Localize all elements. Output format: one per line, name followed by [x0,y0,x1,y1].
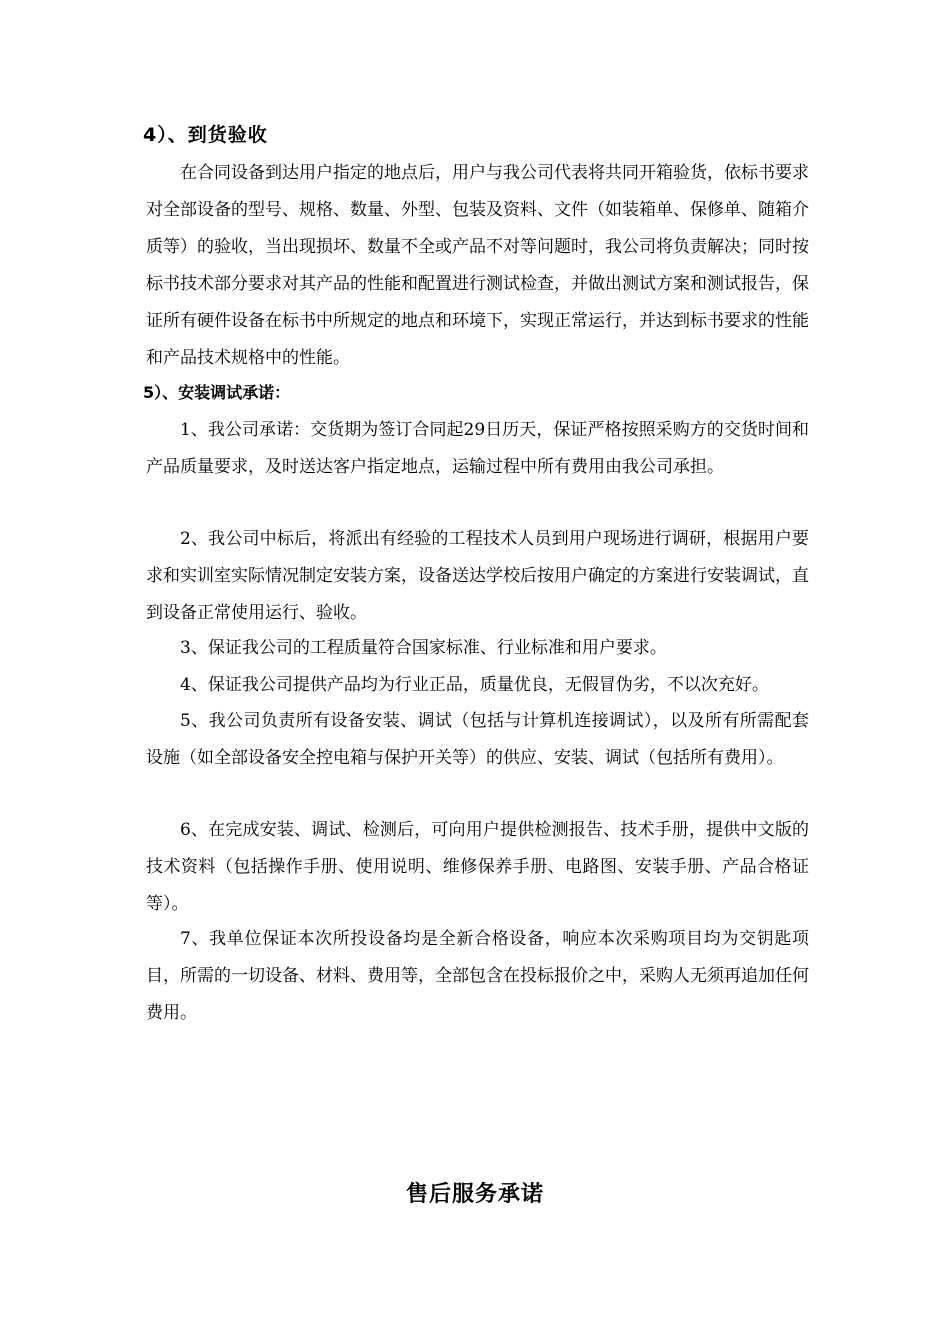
section-5-heading: 5）、安装调试承诺： [143,383,291,402]
commitment-item-7: 7、我单位保证本次所投设备均是全新合格设备，响应本次采购项目均为交钥匙项目，所需的一切设备、材料、费用等，全部包含在投标报价之中，采购人无须再追加任何费用。 [146,929,809,1023]
commitment-item-4: 4、保证我公司提供产品均为行业正品，质量优良，无假冒伪劣，不以次充好。 [180,675,769,695]
commitment-item-6: 6、在完成安装、调试、检测后，可向用户提供检测报告、技术手册，提供中文版的技术资料（包括操作手册、使用说明、维修保养手册、电路图、安装手册、产品合格证等）。 [146,820,809,914]
commitment-item-2: 2、我公司中标后，将派出有经验的工程技术人员到用户现场进行调研，根据用户要求和实训室实际情况制定安装方案，设备送达学校后按用户确定的方案进行安装调试，直到设备正常使用运行、验收。 [146,529,809,623]
after-sales-title: 售后服务承诺 [405,1182,544,1207]
commitment-item-5: 5、我公司负责所有设备安装、调试（包括与计算机连接调试），以及所有所需配套设施（如全部设备安全控电箱与保护开关等）的供应、安装、调试（包括所有费用）。 [146,711,809,768]
commitment-item-1: 1、我公司承诺：交货期为签订合同起29日历天，保证严格按照采购方的交货时间和产品质量要求，及时送达客户指定地点，运输过程中所有费用由我公司承担。 [146,420,809,477]
commitment-item-3: 3、保证我公司的工程质量符合国家标准、行业标准和用户要求。 [180,638,667,658]
section-4-heading: 4）、到货验收 [143,124,268,146]
section-4-paragraph: 在合同设备到达用户指定的地点后，用户与我公司代表将共同开箱验货，依标书要求对全部设备的型号、规格、数量、外型、包装及资料、文件（如装箱单、保修单、随箱介质等）的验收，当出现损坏、数量不全或产品不对等问题时，我公司将负责解决；同时按标书技术部分要求对其产品的性能和配置进行测试检查，并做出测试方案和测试报告，保证所有硬件设备在标书中所规定的地点和环境下，实现正常运行，并达到标书要求的性能和产品技术规格中的性能。 [146,163,809,368]
